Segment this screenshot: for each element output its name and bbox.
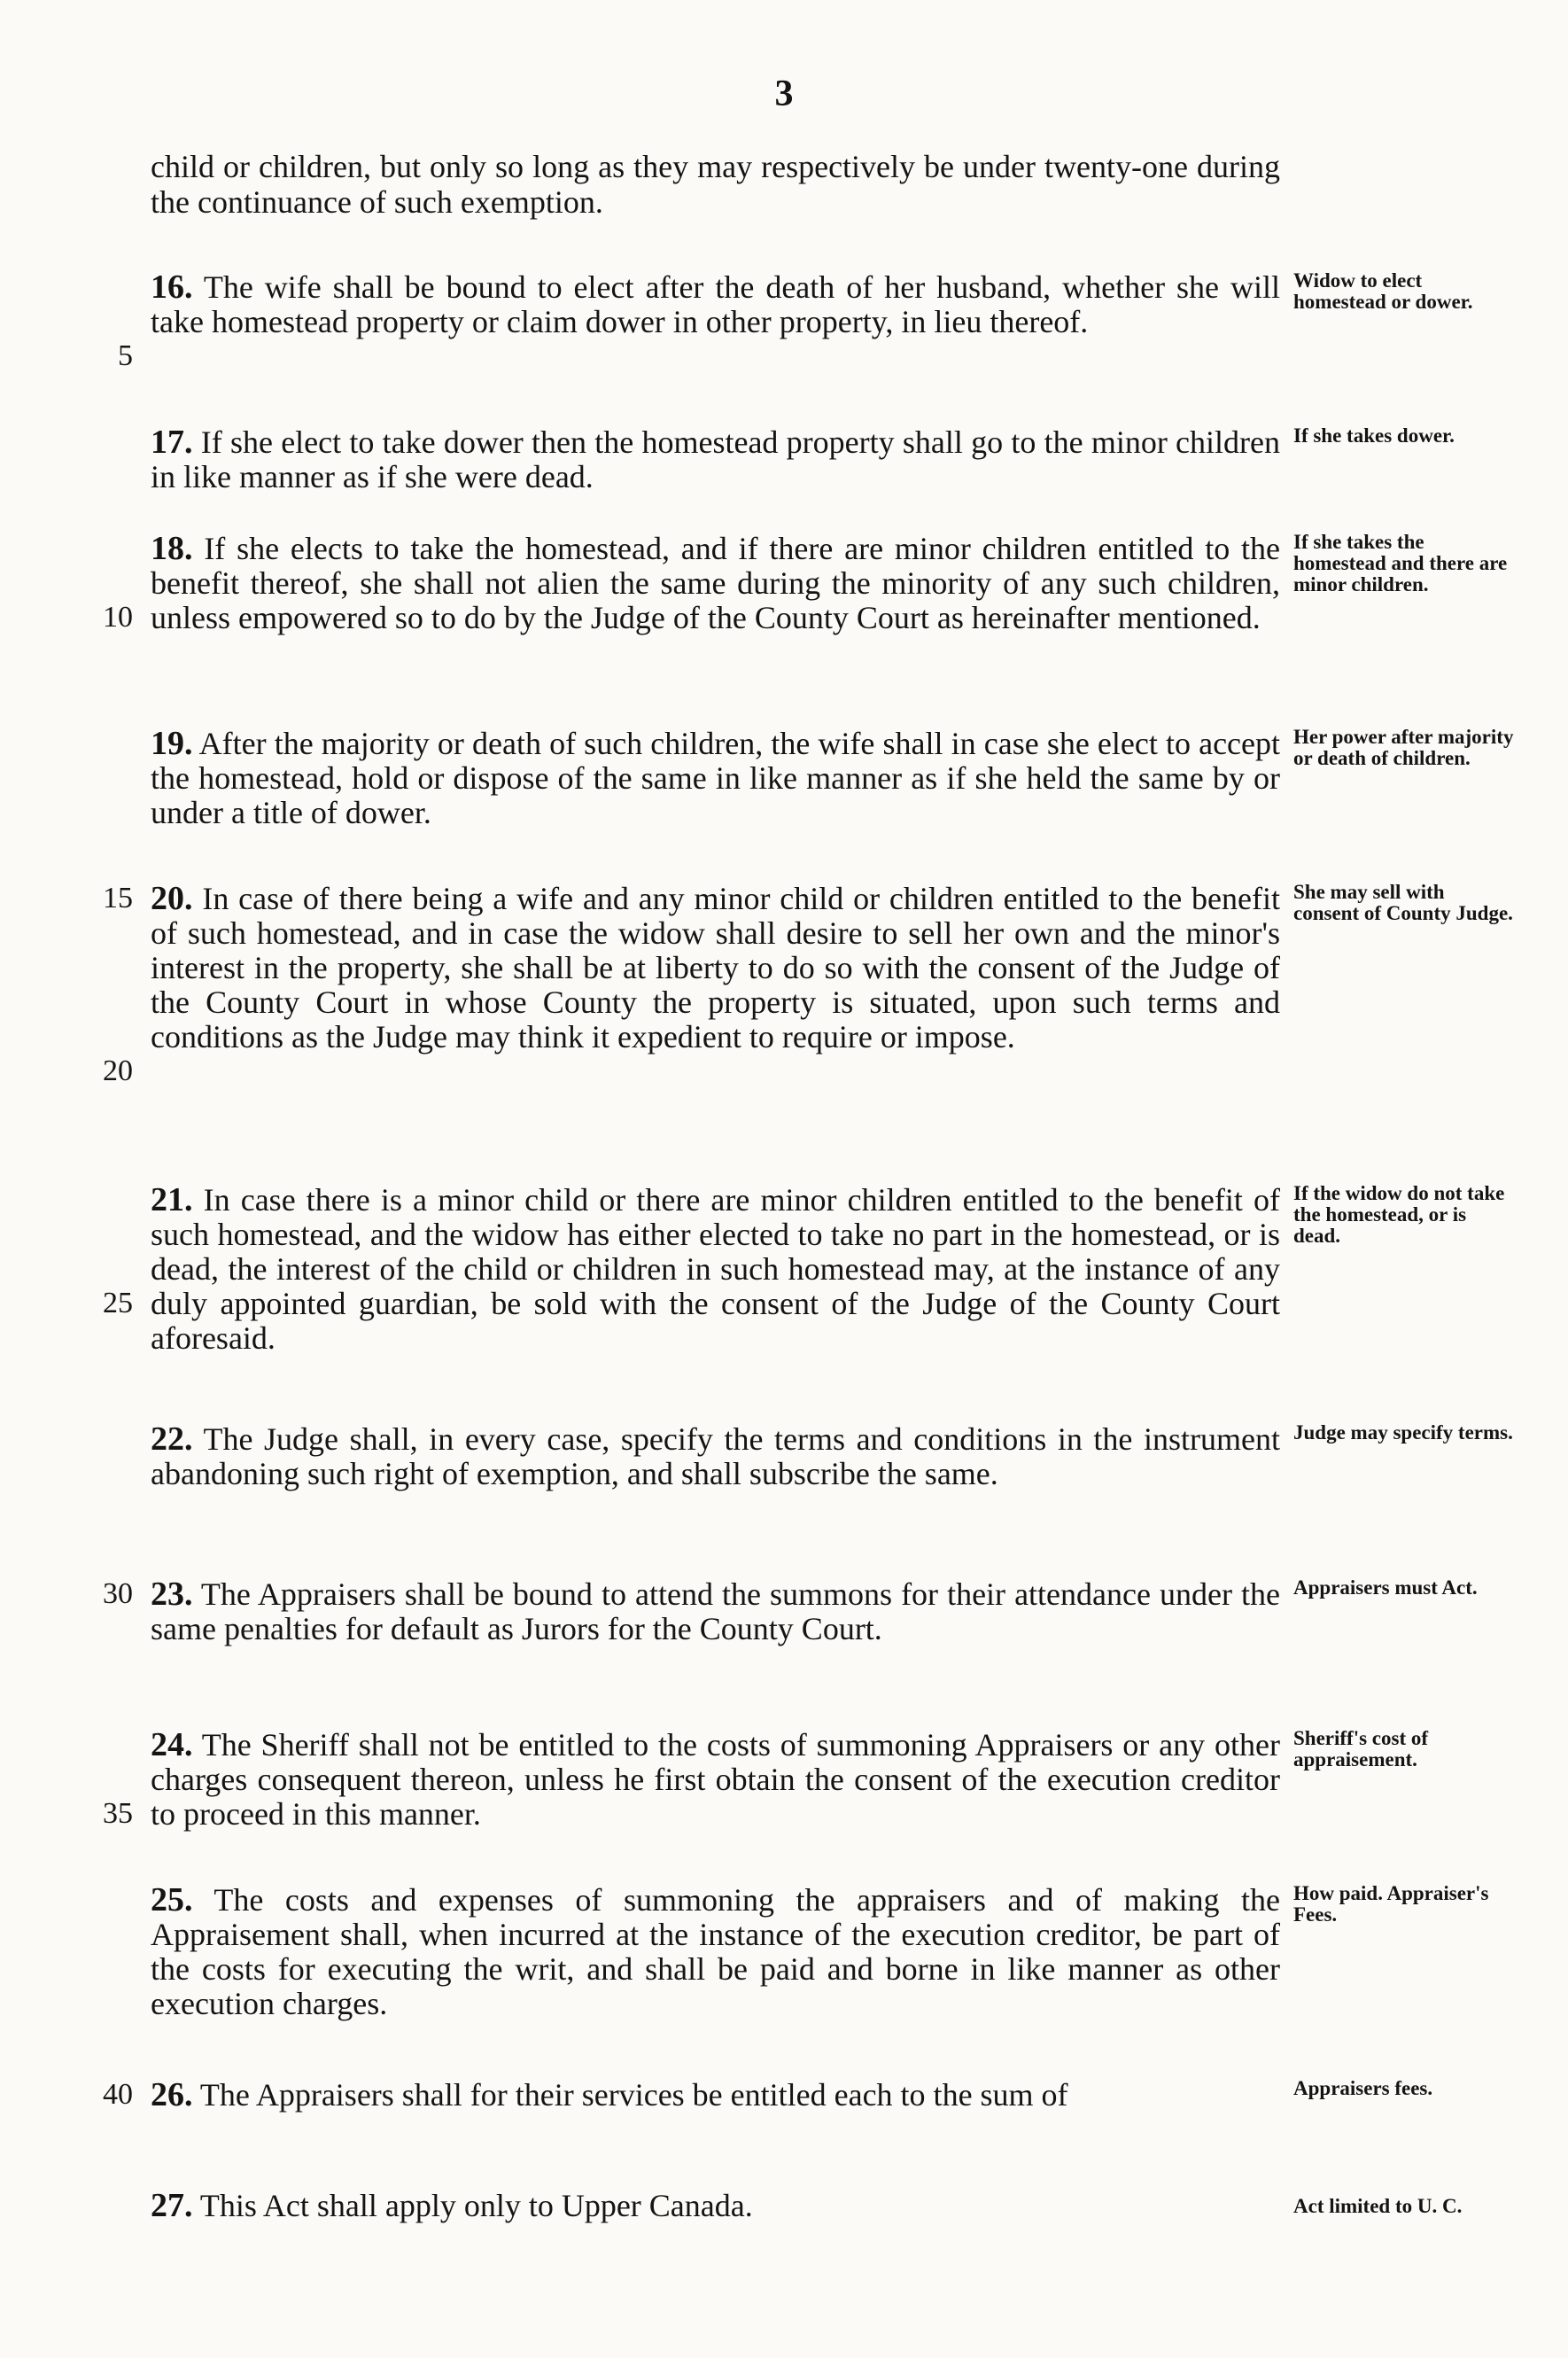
- line-number: 20: [103, 1054, 133, 1087]
- line-number: 5: [118, 339, 133, 372]
- line-number: 25: [103, 1287, 133, 1319]
- section-text: The wife shall be bound to elect after the death of her husband, whether she will take homestead property or claim dower in other property, in lieu thereof.: [151, 269, 1280, 339]
- section-text: If she elects to take the homestead, and if there are minor children entitled to the benefit thereof, she shall not alien the same during the minority of any such children, unless empowered so to do by the Judge of the County Court as hereinafter mentioned.: [151, 531, 1280, 635]
- section-number: 18.: [151, 530, 193, 567]
- line-number: 15: [103, 882, 133, 914]
- line-number: 30: [103, 1577, 133, 1610]
- margin-note: Judge may specify terms.: [1293, 1421, 1513, 1444]
- section-text: In case there is a minor child or there are minor children entitled to the benefit of such homestead, and the widow has either elected to take no part in the homestead, or is dead, the interest of the child or children in such homestead may, at the instance of any duly appointed guardian, be sold with the consent of the Judge of the County Court aforesaid.: [151, 1182, 1281, 1356]
- section-number: 25.: [151, 1881, 193, 1918]
- section-number: 27.: [151, 2187, 193, 2224]
- section-text: The Appraisers shall be bound to attend the summons for their attendance under the same penalties for default as Jurors for the County Court.: [151, 1576, 1280, 1646]
- margin-note: Appraisers must Act.: [1293, 1576, 1478, 1599]
- section-number: 24.: [151, 1726, 193, 1763]
- section-number: 26.: [151, 2076, 193, 2113]
- section-text: The Appraisers shall for their services be entitled each to the sum of: [199, 2077, 1068, 2113]
- section-number: 21.: [151, 1181, 193, 1218]
- margin-note: Her power after majority or death of children.: [1293, 726, 1514, 769]
- margin-note: How paid. Appraiser's Fees.: [1293, 1882, 1489, 1926]
- section-number: 19.: [151, 725, 193, 762]
- section-number: 20.: [151, 880, 193, 917]
- margin-note: If she takes the homestead and there are minor children.: [1293, 531, 1508, 595]
- section-text: If she elect to take dower then the homestead property shall go to the minor children in like manner as if she were dead.: [151, 424, 1280, 494]
- section-number: 22.: [151, 1420, 193, 1458]
- line-number: 10: [103, 601, 133, 634]
- section-text: The costs and expenses of summoning the appraisers and of making the Appraisement shall, when incurred at the instance of the execution creditor, be part of the costs for executing the writ, and shall be paid and borne in like manner as other execution charges.: [151, 1882, 1280, 2021]
- margin-note: Act limited to U. C.: [1293, 2195, 1463, 2217]
- margin-note: If she takes dower.: [1293, 424, 1455, 447]
- margin-note: Sheriff's cost of appraisement.: [1293, 1727, 1429, 1770]
- section-number: 16.: [151, 268, 193, 306]
- section-text: After the majority or death of such children, the wife shall in case she elect to accept the homestead, hold or dispose of the same in like manner as if she held the same by or under a title of dower.: [151, 726, 1281, 830]
- margin-note: Widow to elect homestead or dower.: [1293, 269, 1473, 313]
- line-number: 35: [103, 1797, 133, 1830]
- section-number: 17.: [151, 424, 193, 461]
- section-number: 23.: [151, 1576, 193, 1613]
- margin-note: Appraisers fees.: [1293, 2077, 1433, 2099]
- section-text: This Act shall apply only to Upper Canada.: [199, 2188, 753, 2223]
- section-text: In case of there being a wife and any minor child or children entitled to the benefit of such homestead, and in case the widow shall desire to sell her own and the minor's interest in the property, she shall be at liberty to do so with the consent of the Judge of the County Court in whose County the property is situated, upon such terms and conditions as the Judge may think it expedient to require or impose.: [151, 881, 1281, 1054]
- opening-fragment: child or children, but only so long as they may respectively be under twenty-one during the continuance of such exemption.: [151, 149, 1280, 220]
- margin-note: She may sell with consent of County Judge.: [1293, 881, 1513, 924]
- line-number: 40: [103, 2078, 133, 2111]
- page-number: 3: [774, 74, 794, 114]
- section-text: The Judge shall, in every case, specify the terms and conditions in the instrument abandoning such right of exemption, and shall subscribe the same.: [151, 1421, 1280, 1491]
- section-text: The Sheriff shall not be entitled to the costs of summoning Appraisers or any other charges consequent thereon, unless he first obtain the consent of the execution creditor to proceed in this manner.: [151, 1727, 1280, 1832]
- margin-note: If the widow do not take the homestead, or is dead.: [1293, 1182, 1505, 1247]
